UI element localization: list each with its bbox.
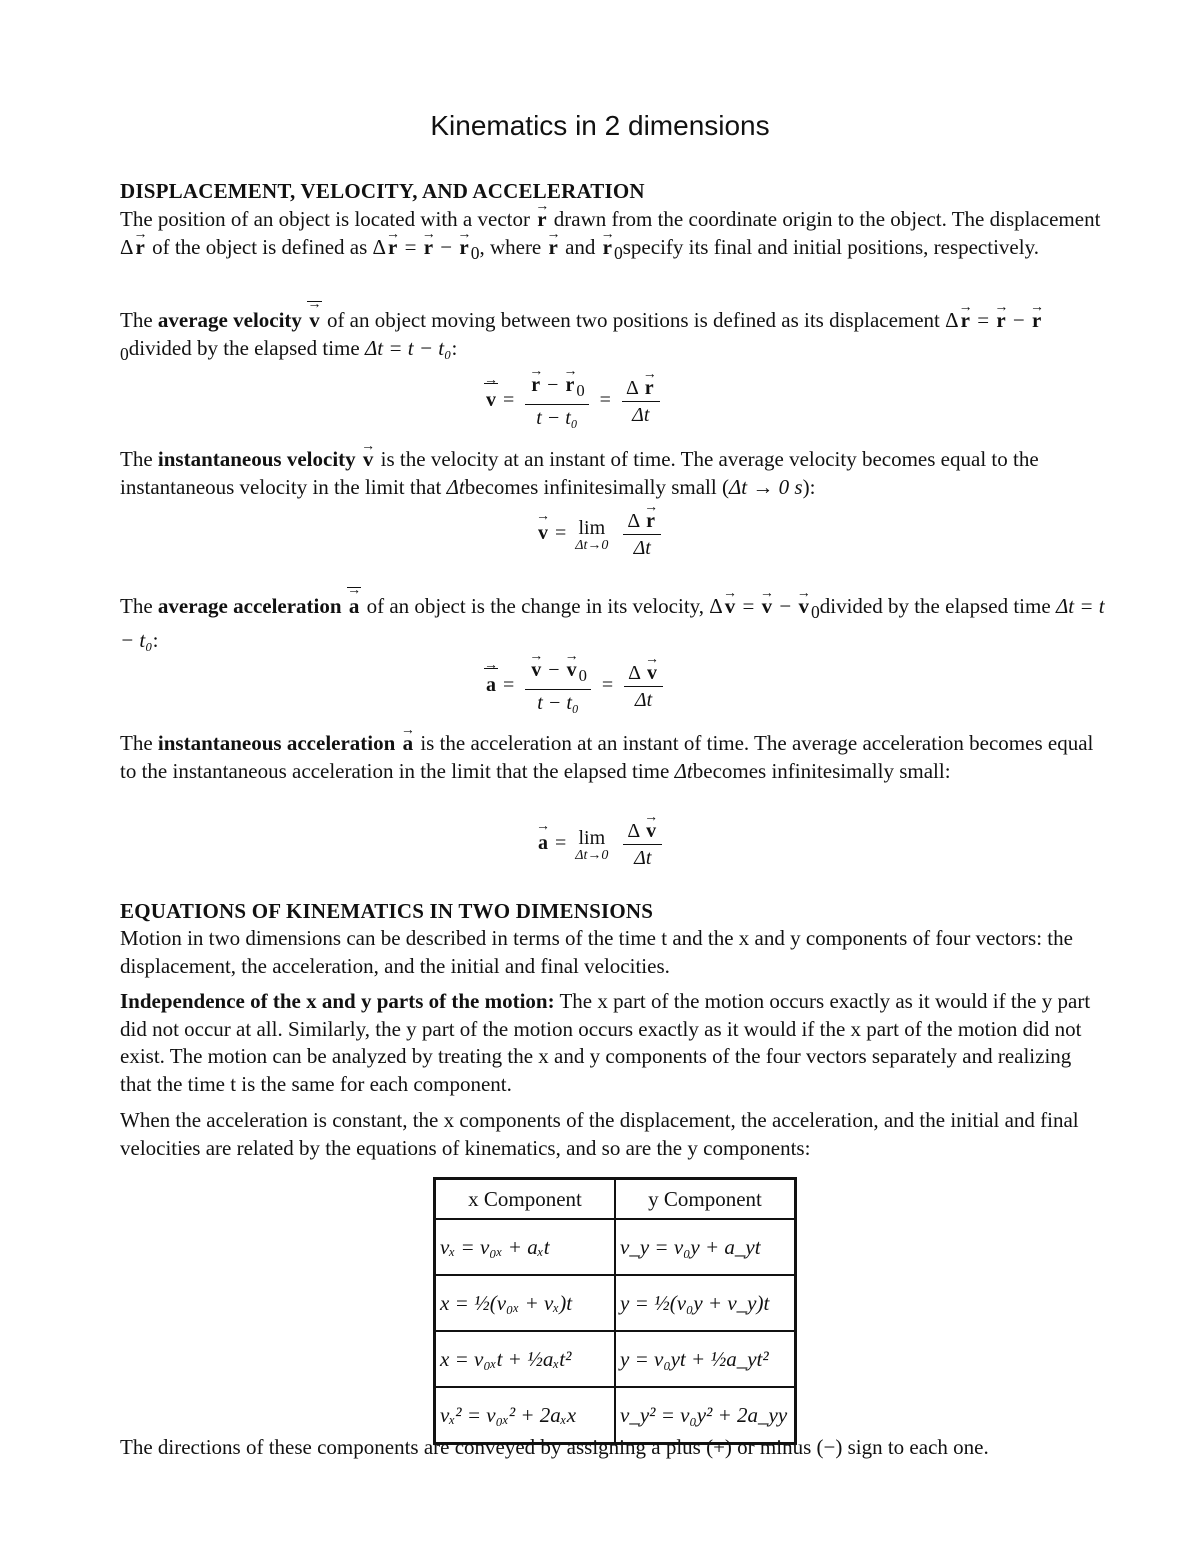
paragraph-sign-convention: The directions of these components are conveyed by assigning a plus (+) or minus (−) sign to each one. [120, 1435, 989, 1459]
equation-instantaneous-acceleration: → a = lim Δt→0 $\frac{\Delta \to v}{\Delta t}$ [536, 818, 668, 871]
section-heading-displacement: DISPLACEMENT, VELOCITY, AND ACCELERATION [120, 179, 645, 203]
table-row [435, 1331, 796, 1387]
table-cell-x: vₓ² = v₀ₓ² + 2aₓx [435, 1387, 616, 1444]
paragraph-average-velocity: The average velocity → v of an object moving between two positions is defined as its displacement Δ→ r = → r − → $r_0divided$ by the elapsed time Δt = t − t₀: [120, 307, 1105, 368]
table-cell-x: vₓ = v₀ₓ + aₓt [435, 1219, 616, 1275]
paragraph-independence: Independence of the x and y parts of the motion: The x part of the motion occurs exactly as it would if the y part did not occur at all. Similarly, the y part of the motion occurs exactly as it would if the x part of the motion did not exist. The motion can be analyzed by treating the x and y components of the four vectors separately and realizing that the time t is the same for each component. [120, 989, 1091, 1096]
paragraph-instantaneous-velocity: The instantaneous velocity → v is the velocity at an instant of time. The average velocity becomes equal to the instantaneous velocity in the limit that Δtbecomes infinitesimally small (Δt → 0 s): [120, 446, 1105, 501]
paragraph-motion-components: Motion in two dimensions can be described in terms of the time t and the x and y components of four vectors: the displacement, the acceleration, and the initial and final velocities. [120, 926, 1073, 978]
table-cell-y: v_y = v₀y + a_yt [615, 1219, 796, 1275]
column-header-x: x Component [435, 1179, 616, 1220]
paragraph-constant-acceleration: When the acceleration is constant, the x components of the displacement, the acceleration, and the initial and final velocities are related by the equations of kinematics, and so are the y components: [120, 1108, 1079, 1160]
table-cell-x: x = ½(v₀ₓ + vₓ)t [435, 1275, 616, 1331]
table-row [435, 1275, 796, 1331]
page-title: Kinematics in 2 dimensions [430, 110, 770, 141]
column-header-y: y Component [615, 1179, 796, 1220]
paragraph-instantaneous-acceleration: The instantaneous acceleration → a is the acceleration at an instant of time. The average acceleration becomes equal to the instantaneous acceleration in the limit that the elapsed time Δtbecomes infinitesimally small: [120, 730, 1105, 785]
section-heading-equations: EQUATIONS OF KINEMATICS IN TWO DIMENSIONS [120, 899, 654, 923]
paragraph-average-acceleration: The average acceleration → a of an object is the change in its velocity, Δ→ v = → v − → v $_0$divided by the elapsed time Δt = t − t₀: [120, 593, 1105, 654]
table-cell-y: y = v₀yt + ½a_yt² [615, 1331, 796, 1387]
table-header-row [435, 1179, 796, 1220]
kinematics-equations-table [433, 1177, 797, 1445]
table-cell-x: x = v₀ₓt + ½aₓt² [435, 1331, 616, 1387]
table-row [435, 1219, 796, 1275]
equation-instantaneous-velocity: → v = lim Δt→0 $\frac{\Delta \to r}{\Delta t}$ [536, 508, 667, 561]
equation-average-acceleration: → a = → $\frac{v - \to v _0}{\text{t − t₀}}$ = $\frac{\Delta \to v}{\Delta t}$ [484, 657, 669, 716]
equation-average-velocity: → v = → $\frac{r - \to r _0}{\text{t − t₀}}$ = $\frac{\Delta \to r}{\Delta t}$ [484, 372, 666, 431]
table-cell-y: v_y² = v₀y² + 2a_yy [615, 1387, 796, 1444]
paragraph-position: The position of an object is located with a vector → r drawn from the coordinate origin to the object. The displacement Δ→ r of the object is defined as Δ→ r = → r − → r $_0$, where → r and → r $_0$specify its final and initial positions, respectively. [120, 206, 1105, 267]
table-cell-y: y = ½(v₀y + v_y)t [615, 1275, 796, 1331]
